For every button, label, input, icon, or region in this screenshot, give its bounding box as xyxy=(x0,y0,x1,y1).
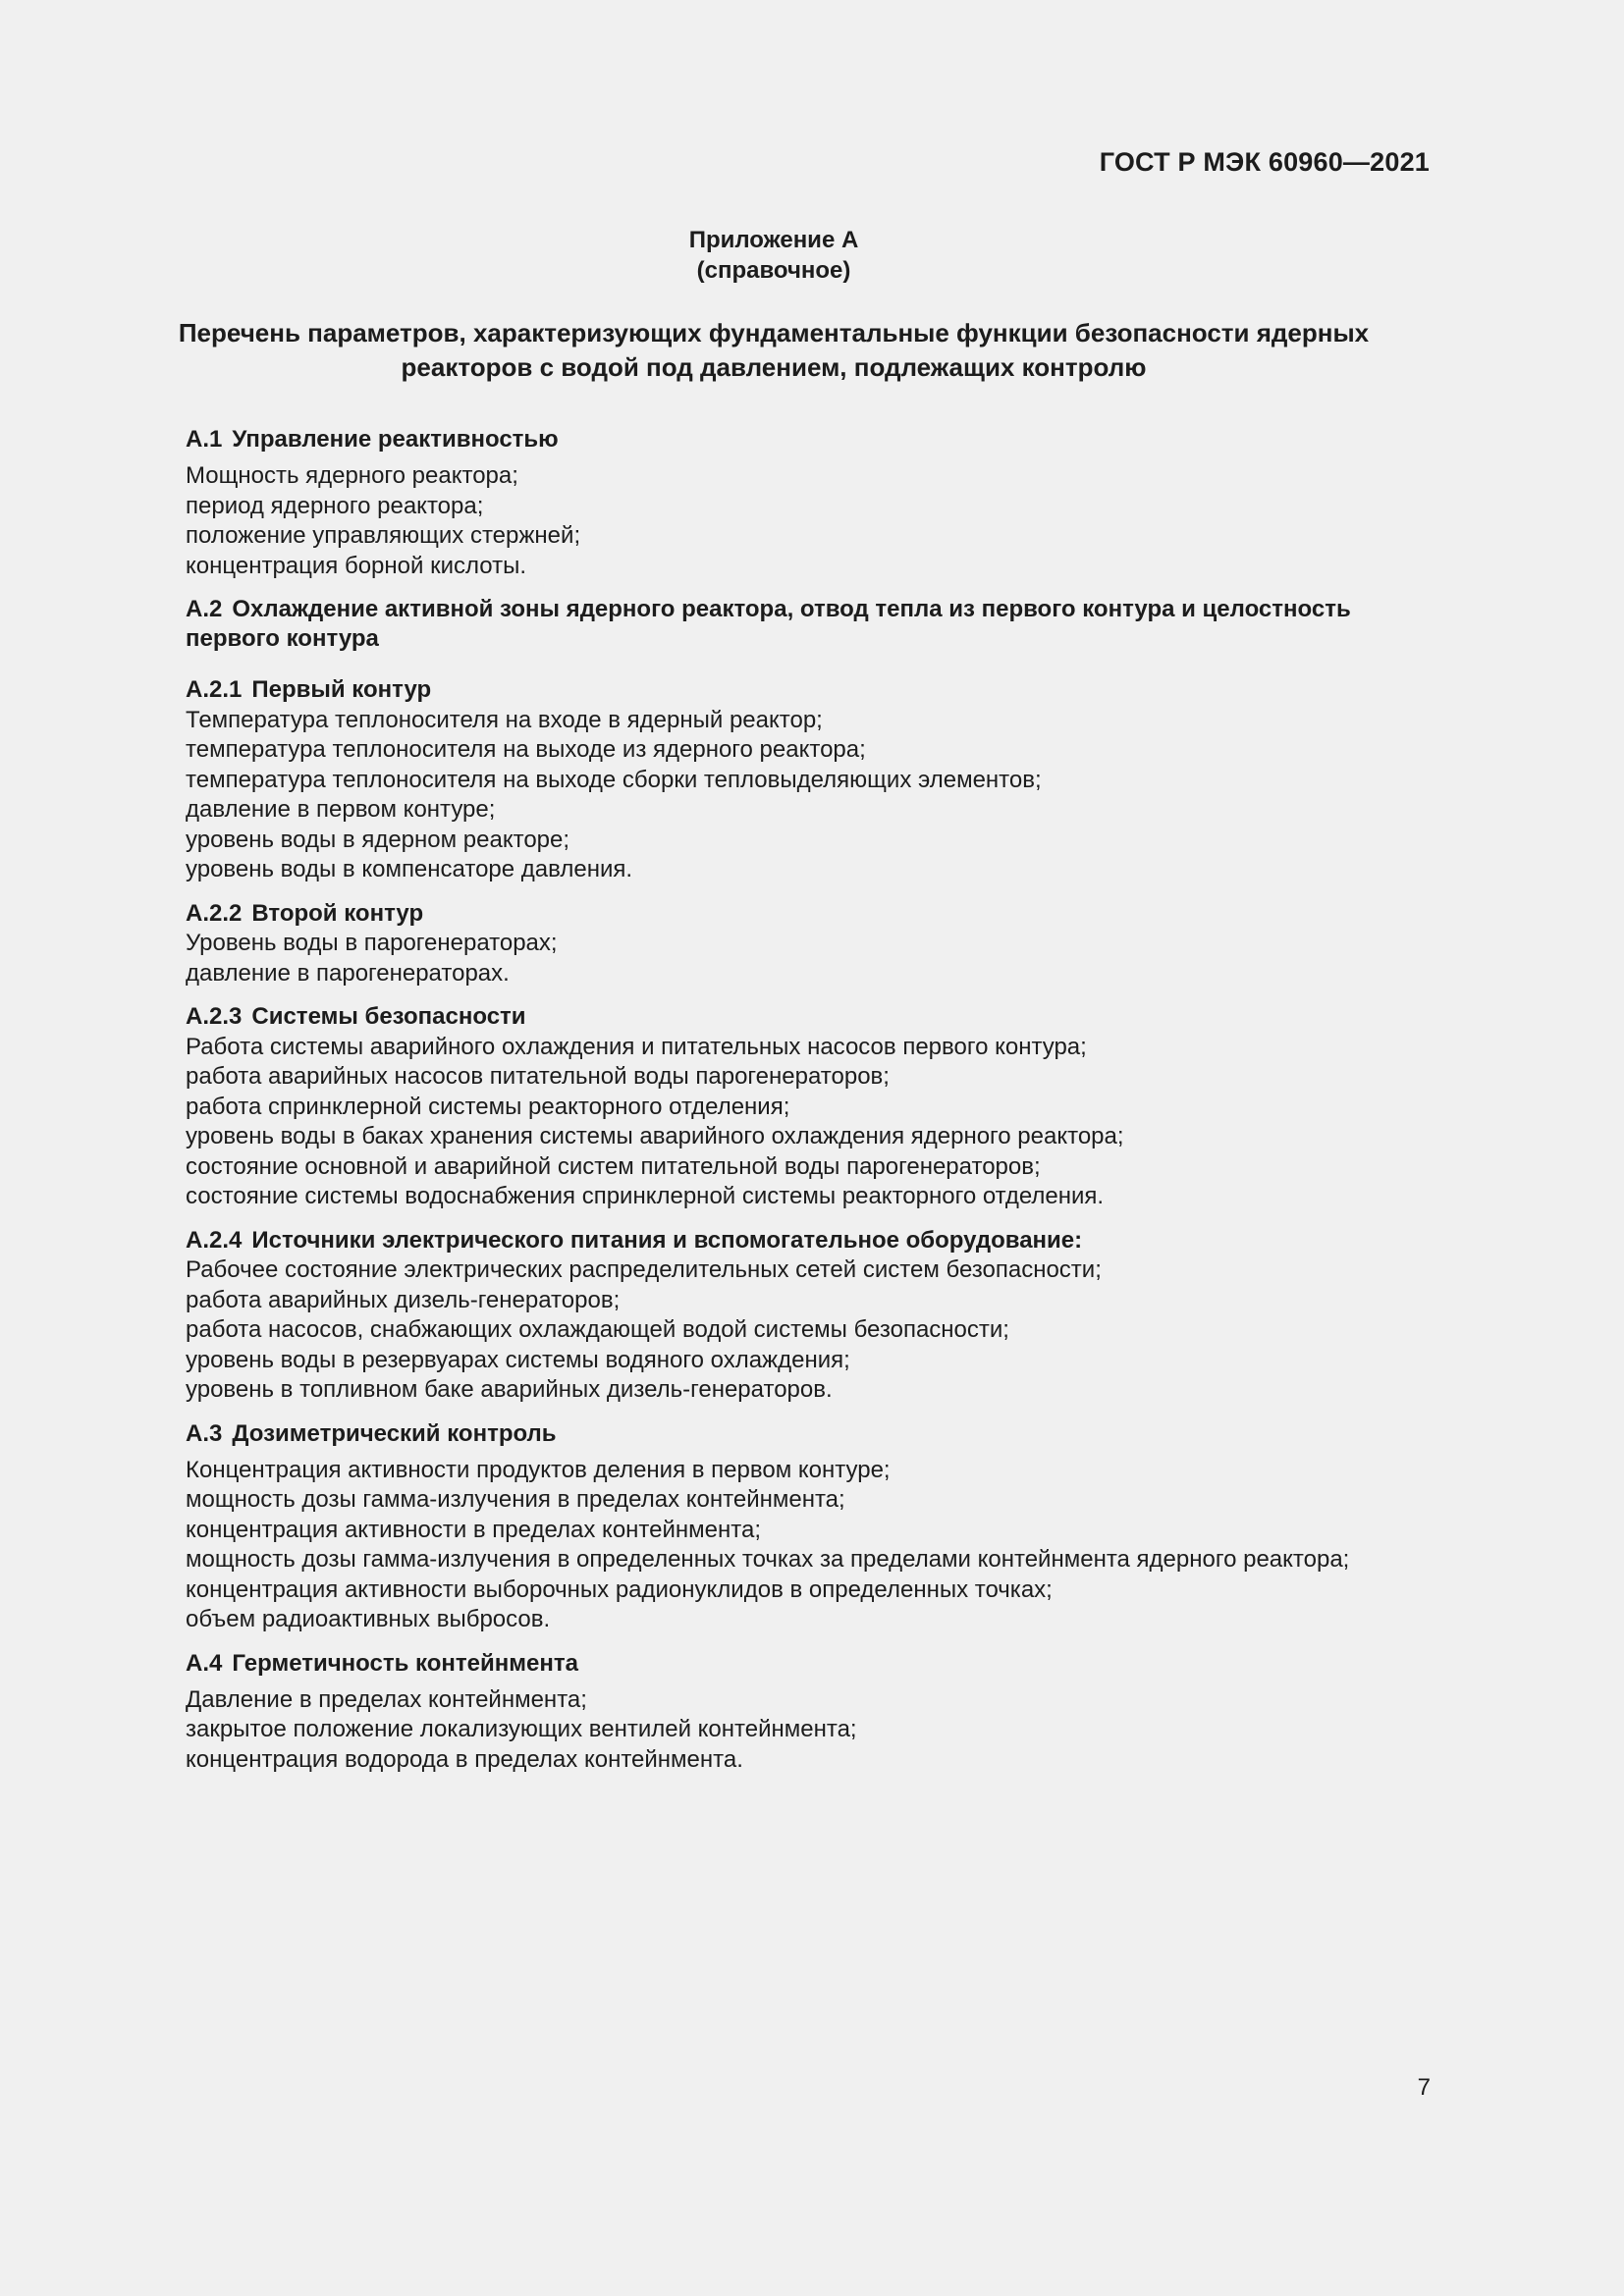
section-number: А.2 xyxy=(186,596,223,622)
section-number: А.2.2 xyxy=(186,899,243,927)
section-a2 xyxy=(186,595,1462,654)
list-item: Температура теплоносителя на входе в ядерный реактор; xyxy=(186,706,823,733)
list-item: период ядерного реактора; xyxy=(186,492,484,519)
section-title-text: Второй контур xyxy=(251,899,424,927)
list-item: состояние системы водоснабжения спринклерной системы реакторного отделения. xyxy=(186,1183,1105,1209)
section-title-continuation: первого контура xyxy=(186,625,379,652)
list-item: работа аварийных дизель-генераторов; xyxy=(186,1286,621,1313)
list-item: давление в первом контуре; xyxy=(186,796,496,823)
list-item: концентрация водорода в пределах контейнмента. xyxy=(186,1745,743,1773)
list-item: Уровень воды в парогенераторах; xyxy=(186,930,558,956)
section-title-text: Первый контур xyxy=(251,676,432,703)
section-number: А.4 xyxy=(186,1649,223,1677)
section-number: А.2.3 xyxy=(186,1003,243,1030)
list-item: Мощность ядерного реактора; xyxy=(186,462,518,489)
page-number: 7 xyxy=(1417,2074,1431,2101)
list-item: состояние основной и аварийной систем питательной воды парогенераторов; xyxy=(186,1152,1041,1180)
section-number: А.2.1 xyxy=(186,676,243,703)
list-item: уровень воды в ядерном реакторе; xyxy=(186,826,570,853)
list-item: Давление в пределах контейнмента; xyxy=(186,1685,587,1713)
section-a1 xyxy=(186,425,1462,581)
list-item: работа насосов, снабжающих охлаждающей водой системы безопасности; xyxy=(186,1316,1009,1343)
list-item: концентрация активности выборочных радионуклидов в определенных точках; xyxy=(186,1575,1053,1603)
list-item: работа спринклерной системы реакторного отделения; xyxy=(186,1093,790,1120)
list-item: уровень воды в резервуарах системы водяного охлаждения; xyxy=(186,1346,850,1373)
section-a3 xyxy=(186,1419,1462,1635)
list-item: Рабочее состояние электрических распределительных сетей систем безопасности; xyxy=(186,1256,1102,1283)
section-title xyxy=(186,425,1462,454)
page-title xyxy=(137,316,1410,385)
list-item: положение управляющих стержней; xyxy=(186,522,581,549)
section-title-text: Управление реактивностью xyxy=(232,426,559,453)
list-item: Концентрация активности продуктов деления в первом контуре; xyxy=(186,1456,891,1483)
section-title xyxy=(186,1419,1462,1449)
subsection-title xyxy=(186,899,1462,930)
document-body xyxy=(186,425,1462,1789)
section-a2-1 xyxy=(186,675,1462,885)
list-item: уровень воды в компенсаторе давления. xyxy=(186,856,633,882)
list-item: концентрация борной кислоты. xyxy=(186,552,526,579)
list-item: закрытое положение локализующих вентилей контейнмента; xyxy=(186,1716,857,1742)
list-item: мощность дозы гамма-излучения в определенных точках за пределами контейнмента ядерного реактора; xyxy=(186,1546,1350,1573)
section-title-text: Дозиметрический контроль xyxy=(232,1419,557,1447)
list-item: концентрация активности в пределах контейнмента; xyxy=(186,1516,761,1543)
appendix-heading xyxy=(0,225,1547,286)
list-item: объем радиоактивных выбросов. xyxy=(186,1606,551,1632)
section-a2-3 xyxy=(186,1002,1462,1212)
subsection-title xyxy=(186,1226,1462,1256)
section-title-text: Охлаждение активной зоны ядерного реактора, отвод тепла из первого контура и целостность xyxy=(232,596,1351,622)
section-title-text: Источники электрического питания и вспомогательное оборудование: xyxy=(251,1226,1083,1254)
section-a2-2 xyxy=(186,899,1462,989)
appendix-label: Приложение А xyxy=(688,227,859,253)
list-item: температура теплоносителя на выходе сборки тепловыделяющих элементов; xyxy=(186,766,1042,793)
section-number: А.2.4 xyxy=(186,1226,243,1254)
section-a4 xyxy=(186,1649,1462,1776)
list-item: работа аварийных насосов питательной воды парогенераторов; xyxy=(186,1063,890,1090)
list-item: температура теплоносителя на выходе из ядерного реактора; xyxy=(186,736,866,763)
section-number: А.3 xyxy=(186,1419,223,1447)
document-code: ГОСТ Р МЭК 60960—2021 xyxy=(1099,147,1430,177)
section-title xyxy=(186,1649,1462,1679)
list-item: давление в парогенераторах. xyxy=(186,959,510,987)
section-a2-4 xyxy=(186,1226,1462,1406)
section-title xyxy=(186,595,1462,624)
page-title-line-2: реакторов с водой под давлением, подлежащих контролю xyxy=(401,352,1147,382)
list-item: мощность дозы гамма-излучения в пределах контейнмента; xyxy=(186,1486,845,1513)
section-title-text: Герметичность контейнмента xyxy=(232,1649,578,1677)
page-title-line-1: Перечень параметров, характеризующих фундаментальные функции безопасности ядерных xyxy=(178,318,1370,347)
subsection-title xyxy=(186,1002,1462,1033)
section-title-text: Системы безопасности xyxy=(251,1003,526,1030)
list-item: уровень в топливном баке аварийных дизель-генераторов. xyxy=(186,1376,833,1403)
list-item: уровень воды в баках хранения системы аварийного охлаждения ядерного реактора; xyxy=(186,1123,1124,1149)
appendix-status: (справочное) xyxy=(696,257,851,284)
subsection-title xyxy=(186,675,1462,706)
section-number: А.1 xyxy=(186,426,223,453)
list-item: Работа системы аварийного охлаждения и питательных насосов первого контура; xyxy=(186,1033,1087,1060)
